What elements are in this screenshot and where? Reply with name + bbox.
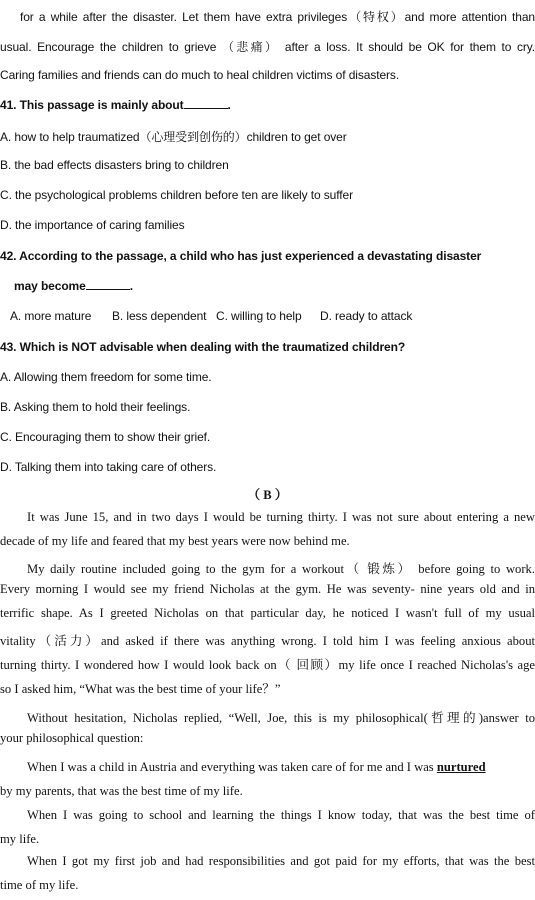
passage-b-line-15: When I got my first job and had responsibilities and got paid for my efforts, that was the best bbox=[27, 854, 535, 868]
q41-option-a: A. how to help traumatized（心理受到创伤的）children to get over bbox=[0, 130, 347, 144]
q41-option-d: D. the importance of caring families bbox=[0, 218, 185, 232]
passage-b-line-12: by my parents, that was the best time of my life. bbox=[0, 784, 243, 798]
q42-stem-text: may become bbox=[14, 279, 86, 293]
passage-b-line-4: Every morning I would see my friend Nicholas at the gym. He was seventy- nine years old and in bbox=[0, 582, 535, 596]
q42-stem-line-2: may become . bbox=[14, 279, 133, 293]
passage-b-heading: （ B ） bbox=[247, 488, 288, 502]
q41-option-b: B. the bad effects disasters bring to children bbox=[0, 158, 229, 172]
q42-answer-blank bbox=[86, 279, 130, 290]
passage-a-line-1: for a while after the disaster. Let them have extra privileges（特权）and more attention than bbox=[20, 10, 535, 24]
q43-option-d: D. Talking them into taking care of others. bbox=[0, 460, 217, 474]
passage-b-line-3: My daily routine included going to the gym for a workout（ 锻炼） before going to work. bbox=[27, 562, 535, 576]
passage-b-line-16: time of my life. bbox=[0, 878, 79, 892]
passage-b-line-2: decade of my life and feared that my best years were now behind me. bbox=[0, 534, 350, 548]
q42-option-c: C. willing to help bbox=[216, 309, 302, 323]
passage-b-line-11 bbox=[27, 760, 486, 775]
q43-option-c: C. Encouraging them to show their grief. bbox=[0, 430, 211, 444]
passage-b-line-5: terrific shape. As I greeted Nicholas on that particular day, he noticed I wasn't full of my usual bbox=[0, 606, 535, 620]
q42-stem-line-1: 42. According to the passage, a child who has just experienced a devastating disaster bbox=[0, 249, 482, 263]
passage-a-line-2: usual. Encourage the children to grieve （悲痛） after a loss. It should be OK for them to cry. bbox=[0, 40, 535, 54]
q42-option-b: B. less dependent bbox=[112, 309, 207, 323]
passage-b-line-9: Without hesitation, Nicholas replied, “Well, Joe, this is my philosophical(哲理的)answer to bbox=[27, 711, 535, 725]
nurtured-word: nurtured bbox=[436, 760, 486, 774]
passage-a-line-3: Caring families and friends can do much to heal children victims of disasters. bbox=[0, 68, 400, 82]
q42-option-a: A. more mature bbox=[10, 309, 92, 323]
passage-b-line-11-text: When I was a child in Austria and everything was taken care of for me and I was bbox=[27, 760, 434, 774]
passage-b-line-10: your philosophical question: bbox=[0, 731, 144, 745]
passage-b-line-1: It was June 15, and in two days I would be turning thirty. I was not sure about entering a new bbox=[27, 510, 535, 524]
passage-b-line-7: turning thirty. I wondered how I would look back on（ 回顾）my life once I reached Nicholas's age bbox=[0, 658, 535, 672]
q41-answer-blank bbox=[184, 98, 228, 109]
passage-b-line-6: vitality（活力）and asked if there was anything wrong. I told him I was feeling anxious about bbox=[0, 634, 535, 648]
q42-option-d: D. ready to attack bbox=[320, 309, 413, 323]
q43-stem: 43. Which is NOT advisable when dealing with the traumatized children? bbox=[0, 340, 406, 354]
q41-stem-text: 41. This passage is mainly about bbox=[0, 98, 184, 112]
q41-stem: 41. This passage is mainly about . bbox=[0, 98, 231, 112]
q41-option-c: C. the psychological problems children before ten are likely to suffer bbox=[0, 188, 353, 202]
passage-b-line-14: my life. bbox=[0, 832, 40, 846]
q43-option-b: B. Asking them to hold their feelings. bbox=[0, 400, 191, 414]
passage-b-line-13: When I was going to school and learning the things I know today, that was the best time of bbox=[27, 808, 535, 822]
passage-b-line-8: so I asked him, “What was the best time of your life？” bbox=[0, 682, 281, 696]
q43-option-a: A. Allowing them freedom for some time. bbox=[0, 370, 212, 384]
